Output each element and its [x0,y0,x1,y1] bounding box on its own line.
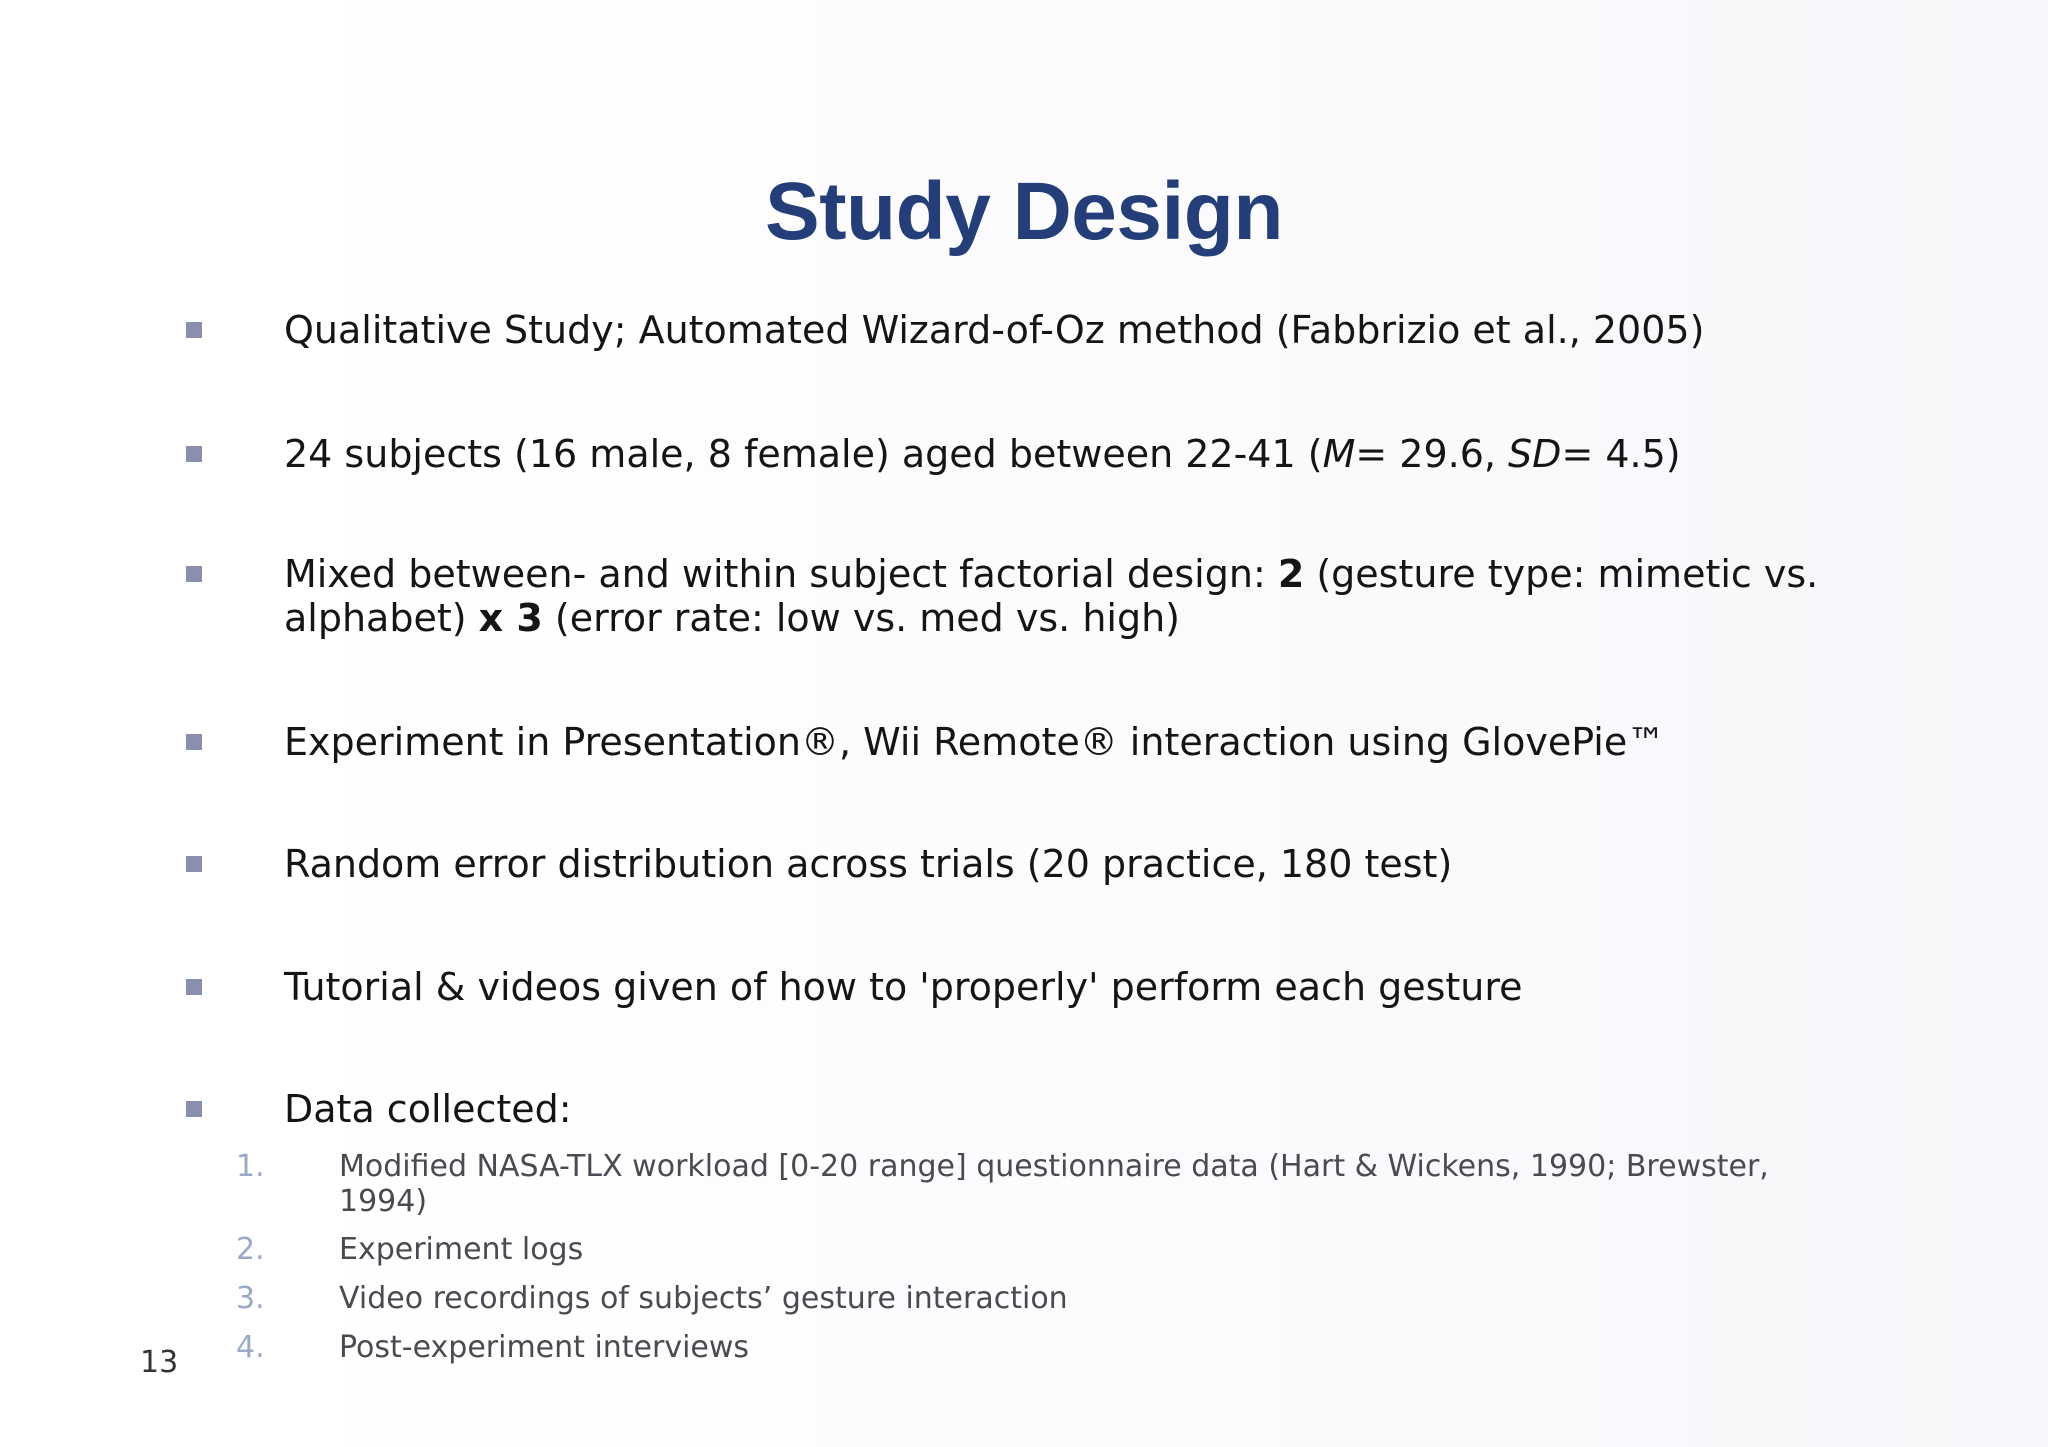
square-bullet-icon [186,1101,202,1117]
list-item-text: Experiment logs [339,1232,584,1267]
bullet-text: Tutorial & videos given of how to 'properly' perform each gesture [284,965,1523,1009]
bullet-text-part: 24 subjects (16 male, 8 female) aged between 22-41 ( [284,432,1323,476]
bullet-text-part: (gesture type: mimetic vs. alphabet) [284,552,1819,640]
bullet-text-part: = 4.5) [1561,432,1681,476]
bullet-text-part: = 29.6, [1355,432,1509,476]
square-bullet-icon [186,322,202,338]
page-number: 13 [140,1345,179,1380]
list-number: 1. [236,1149,265,1184]
bullet-text-part: Mixed between- and within subject factorial design: [284,552,1278,596]
bullet-text: Experiment in Presentation®, Wii Remote® interaction using GlovePie™ [284,720,1666,764]
bullet-text: Qualitative Study; Automated Wizard-of-Oz method (Fabbrizio et al., 2005) [284,308,1705,352]
bullet-text [284,552,1904,640]
square-bullet-icon [186,979,202,995]
bullet-text-part: (error rate: low vs. med vs. high) [542,596,1180,640]
list-number: 3. [236,1281,265,1316]
list-item-text: Video recordings of subjects’ gesture interaction [339,1281,1068,1316]
bullet-text: Data collected: [284,1087,572,1131]
slide-title: Study Design [765,166,1283,257]
list-item-text: Modified NASA-TLX workload [0-20 range] questionnaire data (Hart & Wickens, 1990; Brewster, 1994) [339,1149,1769,1219]
factor-count: 2 [1277,552,1305,596]
square-bullet-icon [186,734,202,750]
factor-count: x 3 [478,596,543,640]
bullet-text: Random error distribution across trials (20 practice, 180 test) [284,842,1453,886]
list-number: 2. [236,1232,265,1267]
square-bullet-icon [186,856,202,872]
square-bullet-icon [186,566,202,582]
bullet-text [284,432,1904,476]
square-bullet-icon [186,446,202,462]
mean-label: M [1322,432,1356,476]
list-item-text: Post-experiment interviews [339,1330,750,1365]
sd-label: SD [1508,432,1562,476]
list-number: 4. [236,1330,265,1365]
